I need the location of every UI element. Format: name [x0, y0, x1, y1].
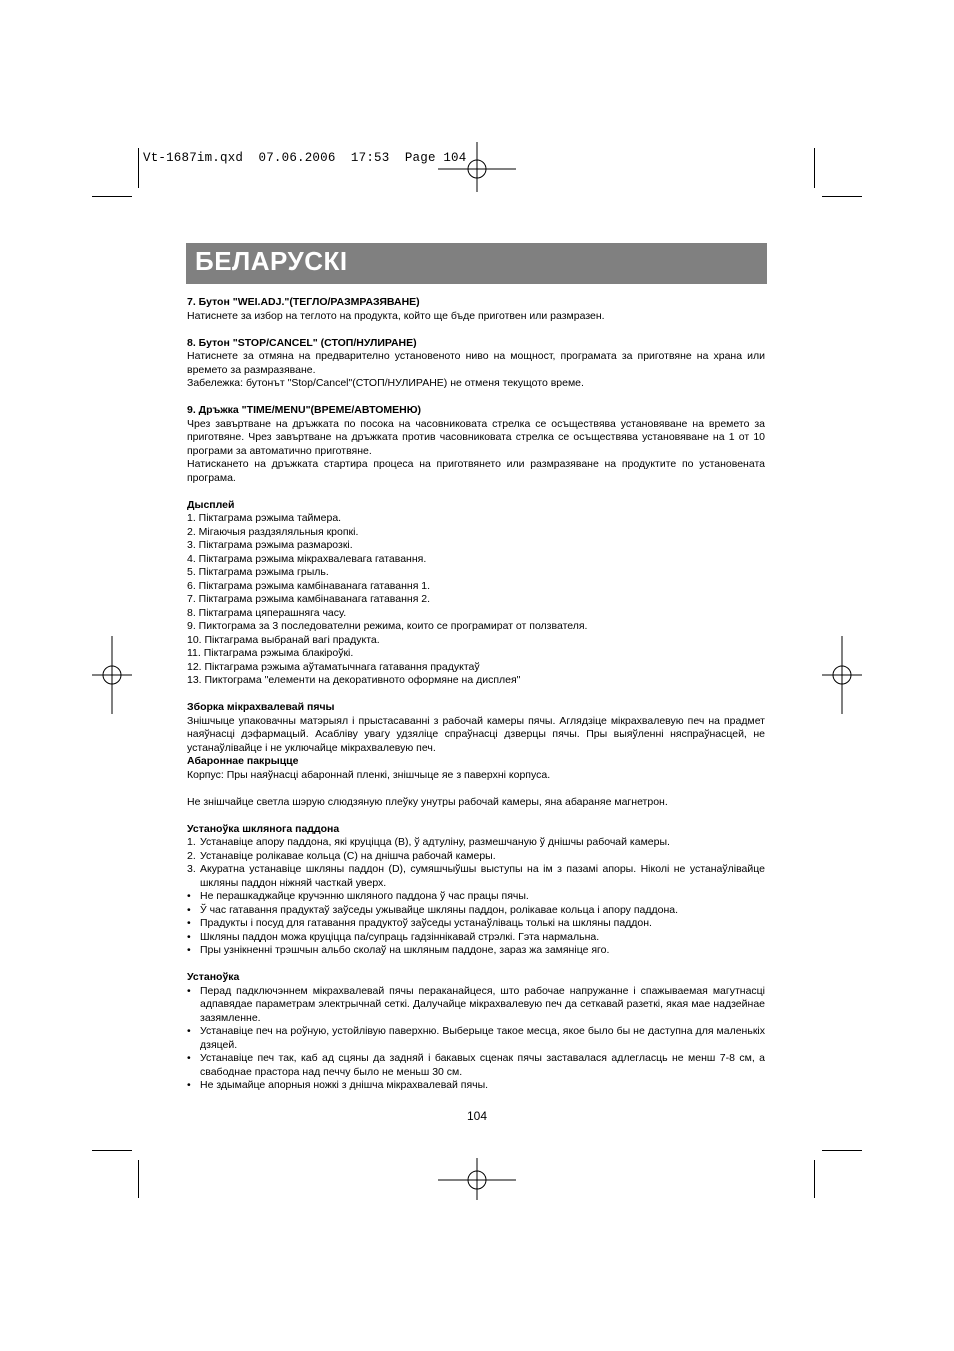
list-item-text: Устанавіце апору паддона, які круціцца (В), ў адтуліну, размешчаную ў днішчы рабочай камеры. — [200, 836, 670, 848]
list-item: 9. Пиктограма за 3 последователни режима, които се програмират от ползвателя. — [187, 620, 588, 632]
crop-mark-bottom-left-horizontal — [92, 1150, 132, 1151]
assembly-text: Знішчыце упаковачны матэрыял і прыстасаванні з рабочай камеры пячы. Аглядзіце мікрахвалевую печ на прадмет наяўнасці дэфармацый. Асабліву увагу удзяліце спраўнасці дзверцы пячы. Пры выяўленні няспраўнасцей, не устанаўлівайце і не уключайце мікрахвалевую печ. — [187, 714, 765, 754]
crop-mark-top-right-vertical — [814, 148, 815, 188]
list-item — [187, 1079, 765, 1093]
list-item-text: Прадукты і посуд для гатавання прадуктоў заўседы устанаўліваць толькі на шкляны паддон. — [200, 917, 652, 929]
assembly-heading: Зборка мікрахвалевай пячы — [187, 701, 335, 713]
list-item — [187, 931, 765, 945]
crop-mark-top-left-vertical — [138, 148, 139, 188]
list-item-text: Акуратна устанавіце шкляны паддон (D), сумяшчыўшы выступы на ім з пазамі апоры. Ніколі не устанаўлівайце шкляны паддон ніжняй часткай уверх. — [200, 863, 765, 889]
print-slug: Vt-1687im.qxd 07.06.2006 17:53 Page 104 — [143, 151, 467, 165]
language-banner — [186, 243, 767, 284]
protective-coating-heading: Абароннае пакрыцце — [187, 755, 299, 767]
list-item: 5. Піктаграма рэжыма грыль. — [187, 566, 329, 578]
tray-list — [187, 836, 765, 958]
bullet-icon: • — [187, 1052, 191, 1064]
list-item: 8. Піктаграма цяперашняга часу. — [187, 606, 347, 619]
list-item — [187, 850, 765, 864]
bullet-icon: • — [187, 917, 191, 929]
list-item — [187, 863, 765, 890]
registration-mark-left — [92, 636, 132, 714]
list-item: 12. Піктаграма рэжыма аўтаматычнага гатавання прадуктаў — [187, 660, 480, 673]
list-item-text: Пры узнікненні трэшчын альбо сколаў на шкляным паддоне, зараз жа замяніце яго. — [200, 944, 610, 956]
installation-list — [187, 985, 765, 1093]
list-item: 6. Піктаграма рэжыма камбінаванага гатавання 1. — [187, 579, 431, 592]
list-item-text: Не здымайце апорныя ножкі з днішча мікрахвалевай пячы. — [200, 1079, 489, 1091]
list-item — [187, 904, 765, 918]
list-item-text: Устанавіце печ так, каб ад сцяны да задняй і бакавых сценак пячы заставалася адлегласць не менш 7-8 см, а свабоднае прастора над печчу было не меньш 30 см. — [200, 1052, 765, 1078]
list-item: 10. Піктаграма выбранай вагі прадукта. — [187, 633, 380, 646]
list-item: 1. Піктаграма рэжыма таймера. — [187, 512, 342, 524]
section-7-text: Натиснете за избор на теглото на продукта, който ще бъде приготвен или размразен. — [187, 309, 605, 322]
bullet-icon: • — [187, 944, 191, 956]
crop-mark-bottom-right-horizontal — [822, 1150, 862, 1151]
list-marker: 2. — [187, 849, 196, 862]
list-item: 4. Піктаграма рэжыма мікрахвалевага гатавання. — [187, 552, 427, 565]
registration-mark-right — [822, 636, 862, 714]
bullet-icon: • — [187, 903, 191, 916]
list-item-text: Не перашкаджайце кручэнню шкляного паддона ў час працы пячы. — [200, 890, 529, 902]
crop-mark-top-right-horizontal — [822, 196, 862, 197]
section-9-text: Чрез завъртване на дръжката по посока на часовниковата стрелка се осъществява установяване на времето за приготвяне. Чрез завъртване на дръжката против часовниковата стрелка се осъществява установяване на 1 от 10 програми за автоматично приготвяне. — [187, 417, 765, 457]
crop-mark-bottom-left-vertical — [138, 1160, 139, 1198]
page-content — [187, 296, 765, 1093]
section-9-text-2: Натискането на дръжката стартира процеса на приготвянето или размразяване на продуктите по установената програма. — [187, 458, 765, 484]
list-item: 2. Мігаючыя раздзяляльныя кропкі. — [187, 525, 359, 538]
list-item — [187, 890, 765, 904]
crop-mark-bottom-right-vertical — [814, 1160, 815, 1198]
list-item: 3. Піктаграма рэжыма размарозкі. — [187, 539, 353, 551]
bullet-icon: • — [187, 890, 191, 902]
list-item-text: Устанавіце печ на роўную, устойлівую паверхню. Выберыце такое месца, якое было бы не даступна для маленькіх дзяцей. — [200, 1025, 765, 1051]
installation-heading: Устаноўка — [187, 971, 240, 983]
crop-mark-top-left-horizontal — [92, 196, 132, 197]
list-item: 13. Пиктограма "елементи на декоративното оформяне на дисплея" — [187, 674, 521, 686]
registration-mark-top — [438, 142, 516, 198]
tray-heading: Устаноўка шклянога паддона — [187, 822, 340, 835]
list-item — [187, 944, 765, 958]
language-title: БЕЛАРУСКІ — [195, 246, 348, 276]
protective-coating-text: Корпус: Пры наяўнасці абароннай пленкі, знішчыце яе з паверхні корпуса. — [187, 768, 551, 781]
list-item: 11. Піктаграма рэжыма блакіроўкі. — [187, 647, 354, 659]
section-7-heading: 7. Бутон "WEI.ADJ."(ТЕГЛО/РАЗМРАЗЯВАНЕ) — [187, 296, 420, 308]
list-item-text: Шкляны паддон можа круціцца па/супраць гадзіннікавай стрэлкі. Гэта нармальна. — [200, 930, 600, 943]
list-item — [187, 1025, 765, 1052]
bullet-icon: • — [187, 930, 191, 943]
list-item — [187, 836, 765, 850]
list-item-text: Ў час гатавання прадуктаў заўседы ужывайце шкляны паддон, ролікавае кольца і апору паддона. — [200, 903, 679, 916]
list-marker: 1. — [187, 836, 196, 848]
list-item — [187, 985, 765, 1026]
section-8-heading: 8. Бутон "STOP/CANCEL" (СТОП/НУЛИРАНЕ) — [187, 336, 417, 349]
bullet-icon: • — [187, 1079, 191, 1091]
section-9-heading: 9. Дръжка "TIME/MENU"(ВРЕМЕ/АВТОМЕНЮ) — [187, 404, 422, 416]
list-item — [187, 1052, 765, 1079]
mica-warning-text: Не знішчайце светла шэрую слюдзяную плеўку унутры рабочай камеры, яна абараняе магнетрон. — [187, 795, 668, 808]
bullet-icon: • — [187, 984, 191, 997]
list-marker: 3. — [187, 863, 196, 875]
section-8-text: Натиснете за отмяна на предварително установеното ниво на мощност, програмата за приготвяне на храна или времето за размразяване. — [187, 350, 765, 376]
bullet-icon: • — [187, 1025, 191, 1037]
list-item-text: Перад падключэннем мікрахвалевай пячы пераканайцеся, што рабочае напружанне і спажываемая магутнасці адпавядае параметрам электрычнай сеткі. Далучайце мікрахвалевую печ да сеткавай разеткі, якая мае надзейнае зазямленне. — [200, 984, 765, 1024]
list-item-text: Устанавіце ролікавае кольца (С) на днішча рабочай камеры. — [200, 849, 496, 862]
registration-mark-bottom — [438, 1154, 516, 1200]
list-item: 7. Піктаграма рэжыма камбінаванага гатавання 2. — [187, 593, 431, 605]
display-heading: Дысплей — [187, 498, 235, 511]
list-item — [187, 917, 765, 931]
section-8-note: Забележка: бутонът "Stop/Cancel"(СТОП/НУЛИРАНЕ) не отменя текущото време. — [187, 377, 584, 389]
display-list — [187, 512, 765, 688]
page-number: 104 — [466, 1109, 488, 1123]
